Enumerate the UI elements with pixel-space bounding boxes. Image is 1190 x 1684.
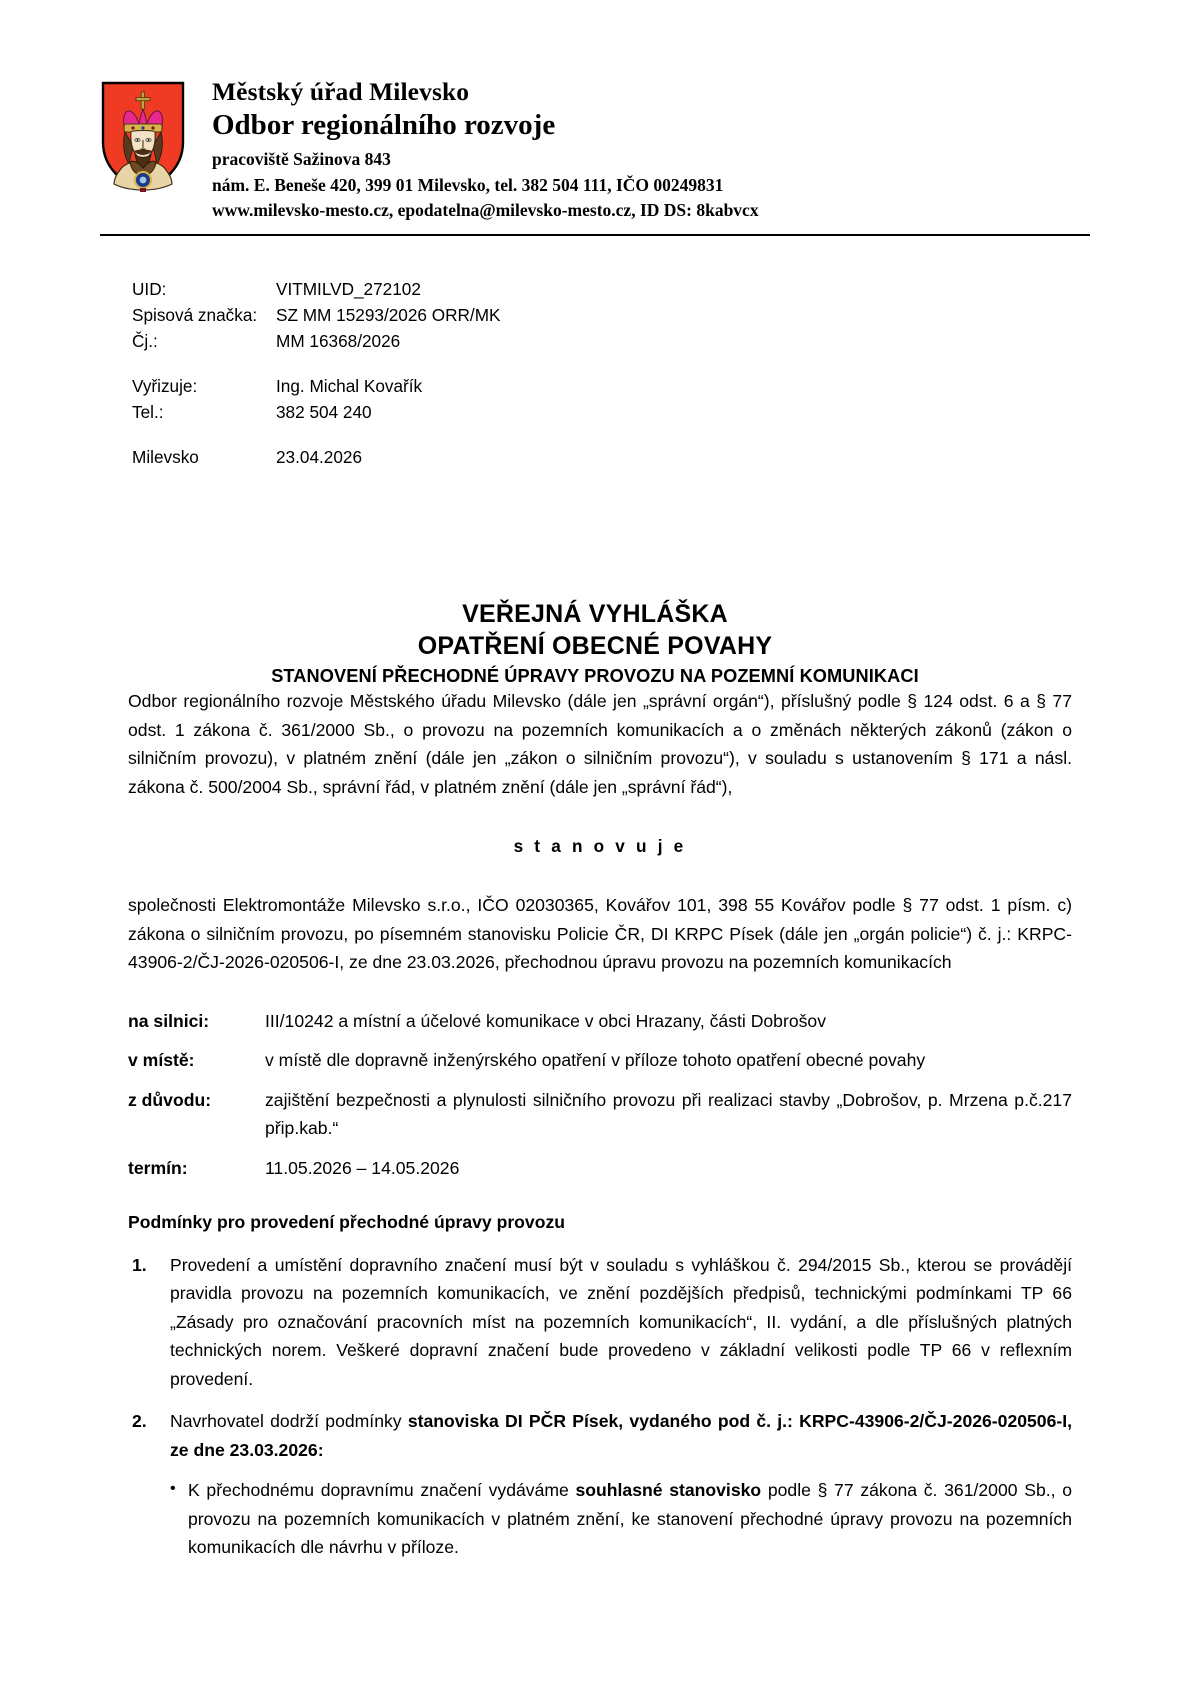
- file-mark-value: SZ MM 15293/2026 ORR/MK: [276, 304, 501, 325]
- condition-text-2: [170, 1407, 1072, 1464]
- bullet-1-suffix: podle § 77 zákona č. 361/2000 Sb., o provozu na pozemních komunikacích v platném znění, ke stanovení přechodné úpravy provozu na pozemních komunikacích dle návrhu v příloze.: [188, 1480, 1072, 1558]
- office-name: Městský úřad Milevsko: [212, 77, 470, 106]
- uid-value: VITMILVD_272102: [276, 278, 421, 299]
- reference-value: MM 16368/2026: [276, 330, 401, 351]
- document-subtitle: OPATŘENÍ OBECNÉ POVAHY: [417, 632, 773, 661]
- meta-row-file-mark: [132, 302, 1190, 328]
- document-scope-title: STANOVENÍ PŘECHODNÉ ÚPRAVY PROVOZU NA POZEMNÍ KOMUNIKACI: [271, 666, 919, 687]
- meta-row-place-date: [132, 444, 1190, 470]
- document-metadata: [132, 276, 1190, 471]
- decree-verb: s t a n o v u j e: [513, 836, 687, 857]
- condition-item-2: [128, 1407, 1072, 1568]
- handler-label: Vyřizuje:: [132, 376, 198, 397]
- meta-spacer-2: [132, 425, 1190, 444]
- definition-value-reason: zajištění bezpečnosti a plynulosti silničního provozu při realizaci stavby „Dobrošov, p. Mrzena p.č.217 přip.kab.“: [265, 1089, 1072, 1139]
- document-body: [128, 687, 1072, 1567]
- definition-row-location: [128, 1046, 1072, 1075]
- date-value: 23.04.2026: [276, 447, 363, 468]
- office-address: nám. E. Beneše 420, 399 01 Milevsko, tel. 382 504 111, IČO 00249831: [212, 174, 724, 195]
- coat-of-arms-icon: [100, 80, 186, 192]
- definition-term-road: na silnici:: [128, 1010, 210, 1031]
- bullet-dot-icon: •: [170, 1480, 176, 1498]
- meta-row-uid: [132, 276, 1190, 302]
- handler-value: Ing. Michal Kovařík: [276, 376, 423, 397]
- office-workplace: pracoviště Sažinova 843: [212, 149, 391, 170]
- document-titles: [0, 598, 1190, 687]
- meta-spacer: [132, 354, 1190, 373]
- uid-label: UID:: [132, 278, 167, 299]
- meta-row-reference: [132, 328, 1190, 354]
- condition-text-2-prefix: Navrhovatel dodrží podmínky: [170, 1411, 408, 1432]
- place-label: Milevsko: [132, 447, 199, 468]
- condition-2-bullet-1: [170, 1476, 1072, 1562]
- definition-row-term: [128, 1154, 1072, 1183]
- condition-text-1: Provedení a umístění dopravního značení musí být v souladu s vyhláškou č. 294/2015 Sb., kterou se provádějí pravidla provozu na pozemních komunikacích, ve znění pozdějších předpisů, technickými podmínkami TP 66 „Zásady pro označování pracovních míst na pozemních komunikacích“, II. vydání, a dle příslušných platných technických norem. Veškeré dopravní značení bude provedeno v základní velikosti podle TP 66 v reflexním provedení.: [170, 1254, 1072, 1389]
- reference-label: Čj.:: [132, 330, 158, 351]
- definition-row-reason: [128, 1086, 1072, 1143]
- conditions-list: [128, 1251, 1072, 1568]
- definition-value-location: v místě dle dopravně inženýrského opatření v příloze tohoto opatření obecné povahy: [265, 1050, 926, 1071]
- office-identity: [212, 72, 759, 224]
- condition-2-bullet-1-text: [188, 1476, 1072, 1562]
- meta-row-phone: [132, 399, 1190, 425]
- condition-body-2: [170, 1407, 1072, 1568]
- condition-number-1: 1.: [132, 1254, 147, 1275]
- bullet-1-bold: souhlasné stanovisko: [575, 1480, 762, 1501]
- definition-row-road: [128, 1007, 1072, 1036]
- conditions-heading: Podmínky pro provedení přechodné úpravy provozu: [128, 1212, 565, 1233]
- condition-number-2: 2.: [132, 1411, 147, 1432]
- phone-value: 382 504 240: [276, 402, 372, 423]
- definition-term-location: v místě:: [128, 1050, 195, 1071]
- definition-list: [128, 1007, 1072, 1183]
- office-web-contacts: www.milevsko-mesto.cz, epodatelna@milevsko-mesto.cz, ID DS: 8kabvcx: [212, 200, 759, 221]
- definition-term-reason: z důvodu:: [128, 1089, 212, 1110]
- header-divider: [100, 234, 1090, 236]
- intro-paragraph: Odbor regionálního rozvoje Městského úřadu Milevsko (dále jen „správní orgán“), příslušný podle § 124 odst. 6 a § 77 odst. 1 zákona č. 361/2000 Sb., o provozu na pozemních komunikacích a o změnách některých zákonů (zákon o silničním provozu), v platném znění (dále jen „zákon o silničním provozu“), v souladu s ustanovením § 171 a násl. zákona č. 500/2004 Sb., správní řád, v platném znění (dále jen „správní řád“),: [128, 691, 1072, 797]
- page-title: VEŘEJNÁ VYHLÁŠKA: [462, 600, 728, 629]
- condition-text-2-bold: stanoviska DI PČR Písek, vydaného pod č. j.: KRPC-43906-2/ČJ-2026-020506-I, ze dne 23.03.2026:: [170, 1411, 1073, 1460]
- condition-item-1: [128, 1251, 1072, 1394]
- definition-term-period: termín:: [128, 1157, 188, 1178]
- phone-label: Tel.:: [132, 402, 164, 423]
- definition-value-road: III/10242 a místní a účelové komunikace v obci Hrazany, části Dobrošov: [265, 1010, 826, 1031]
- condition-2-bullets: [170, 1476, 1072, 1562]
- meta-row-handler: [132, 373, 1190, 399]
- definition-value-period: 11.05.2026 – 14.05.2026: [265, 1157, 460, 1178]
- file-mark-label: Spisová značka:: [132, 304, 258, 325]
- office-department: Odbor regionálního rozvoje: [212, 109, 556, 142]
- letterhead: [0, 0, 1190, 224]
- company-paragraph: společnosti Elektromontáže Milevsko s.r.o., IČO 02030365, Kovářov 101, 398 55 Kovářov podle § 77 odst. 1 písm. c) zákona o silničním provozu, po písemném stanovisku Policie ČR, DI KRPC Písek (dále jen „orgán policie“) č. j.: KRPC-43906-2/ČJ-2026-020506-I, ze dne 23.03.2026, přechodnou úpravu provozu na pozemních komunikacích: [128, 895, 1072, 973]
- bullet-1-prefix: K přechodnému dopravnímu značení vydáváme: [188, 1480, 576, 1501]
